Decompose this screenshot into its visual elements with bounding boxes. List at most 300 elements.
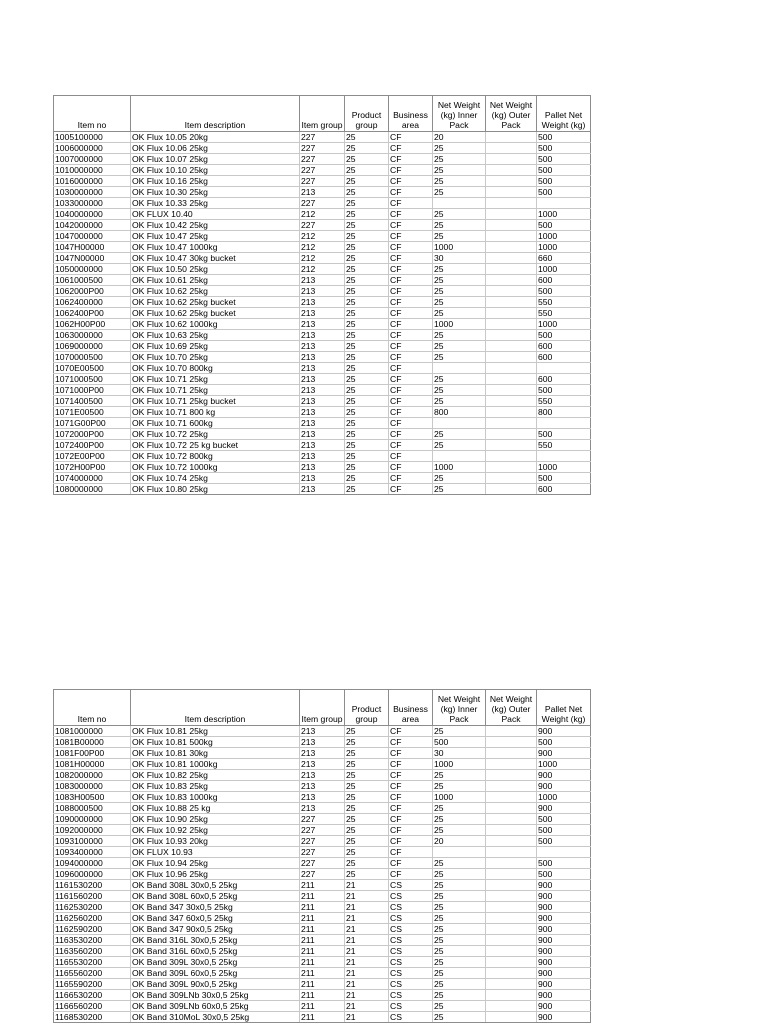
item-group-cell: 227 xyxy=(300,814,345,825)
item-description-cell: OK Flux 10.63 25kg xyxy=(131,330,300,341)
business-area-cell: CF xyxy=(389,143,433,154)
net-weight-inner-cell: 25 xyxy=(433,979,486,990)
pallet-net-weight-cell: 500 xyxy=(537,176,591,187)
business-area-cell: CF xyxy=(389,297,433,308)
item-group-cell: 212 xyxy=(300,264,345,275)
net-weight-outer-cell xyxy=(486,726,537,737)
product-group-cell: 21 xyxy=(345,1012,389,1023)
table-row xyxy=(54,429,591,440)
pallet-net-weight-cell: 500 xyxy=(537,473,591,484)
item-no-cell: 1010000000 xyxy=(54,165,131,176)
business-area-cell: CF xyxy=(389,209,433,220)
item-description-cell: OK Flux 10.71 25kg xyxy=(131,374,300,385)
product-group-cell: 25 xyxy=(345,407,389,418)
net-weight-inner-cell: 800 xyxy=(433,407,486,418)
pallet-net-weight-cell: 500 xyxy=(537,220,591,231)
net-weight-outer-cell xyxy=(486,451,537,462)
item-no-cell: 1070E00500 xyxy=(54,363,131,374)
pallet-net-weight-cell: 900 xyxy=(537,1012,591,1023)
product-group-cell: 25 xyxy=(345,286,389,297)
net-weight-outer-cell xyxy=(486,473,537,484)
item-description-cell: OK Flux 10.74 25kg xyxy=(131,473,300,484)
net-weight-outer-cell xyxy=(486,198,537,209)
item-no-cell: 1088000500 xyxy=(54,803,131,814)
pallet-net-weight-cell xyxy=(537,198,591,209)
pallet-net-weight-cell: 900 xyxy=(537,990,591,1001)
item-group-cell: 211 xyxy=(300,902,345,913)
item-group-cell: 211 xyxy=(300,979,345,990)
net-weight-inner-cell: 25 xyxy=(433,165,486,176)
net-weight-inner-cell: 30 xyxy=(433,253,486,264)
pallet-net-weight-cell: 500 xyxy=(537,165,591,176)
item-description-cell: OK Flux 10.70 25kg xyxy=(131,352,300,363)
item-description-cell: OK Flux 10.82 25kg xyxy=(131,770,300,781)
item-description-cell: OK Flux 10.90 25kg xyxy=(131,814,300,825)
table-row xyxy=(54,264,591,275)
business-area-cell: CF xyxy=(389,363,433,374)
item-description-cell: OK FLUX 10.40 xyxy=(131,209,300,220)
item-no-cell: 1072H00P00 xyxy=(54,462,131,473)
item-no-cell: 1047H00000 xyxy=(54,242,131,253)
item-group-cell: 213 xyxy=(300,187,345,198)
business-area-cell: CF xyxy=(389,429,433,440)
item-description-cell: OK Flux 10.88 25 kg xyxy=(131,803,300,814)
item-group-cell: 213 xyxy=(300,308,345,319)
net-weight-inner-cell: 25 xyxy=(433,781,486,792)
table-row xyxy=(54,990,591,1001)
item-description-cell: OK Band 347 90x0,5 25kg xyxy=(131,924,300,935)
item-no-cell: 1033000000 xyxy=(54,198,131,209)
net-weight-outer-cell xyxy=(486,418,537,429)
net-weight-inner-cell: 20 xyxy=(433,132,486,143)
item-no-cell: 1007000000 xyxy=(54,154,131,165)
pallet-net-weight-cell: 900 xyxy=(537,957,591,968)
item-description-cell: OK Band 308L 30x0,5 25kg xyxy=(131,880,300,891)
net-weight-inner-cell: 1000 xyxy=(433,462,486,473)
net-weight-inner-cell: 25 xyxy=(433,352,486,363)
item-no-cell: 1165560200 xyxy=(54,968,131,979)
table-row xyxy=(54,297,591,308)
item-no-cell: 1168530200 xyxy=(54,1012,131,1023)
item-group-cell: 211 xyxy=(300,924,345,935)
item-no-cell: 1093400000 xyxy=(54,847,131,858)
net-weight-outer-cell xyxy=(486,1001,537,1012)
business-area-cell: CF xyxy=(389,759,433,770)
business-area-cell: CF xyxy=(389,847,433,858)
item-group-cell: 213 xyxy=(300,737,345,748)
net-weight-outer-cell xyxy=(486,770,537,781)
pallet-net-weight-cell: 550 xyxy=(537,440,591,451)
net-weight-inner-cell: 25 xyxy=(433,726,486,737)
product-group-cell: 25 xyxy=(345,352,389,363)
item-no-cell: 1042000000 xyxy=(54,220,131,231)
net-weight-inner-cell: 25 xyxy=(433,858,486,869)
item-no-cell: 1071000500 xyxy=(54,374,131,385)
table-row xyxy=(54,407,591,418)
business-area-cell: CF xyxy=(389,440,433,451)
net-weight-outer-cell xyxy=(486,429,537,440)
item-description-cell: OK Flux 10.10 25kg xyxy=(131,165,300,176)
business-area-cell: CS xyxy=(389,891,433,902)
net-weight-outer-cell xyxy=(486,462,537,473)
table-row xyxy=(54,319,591,330)
product-group-cell: 25 xyxy=(345,209,389,220)
item-description-cell: OK Band 310MoL 30x0,5 25kg xyxy=(131,1012,300,1023)
item-description-cell: OK Band 309L 60x0,5 25kg xyxy=(131,968,300,979)
product-group-cell: 21 xyxy=(345,913,389,924)
pallet-net-weight-cell: 600 xyxy=(537,352,591,363)
header-item-description: Item description xyxy=(131,96,300,132)
item-no-cell: 1092000000 xyxy=(54,825,131,836)
table-row xyxy=(54,869,591,880)
item-no-cell: 1082000000 xyxy=(54,770,131,781)
item-description-cell: OK Flux 10.83 25kg xyxy=(131,781,300,792)
business-area-cell: CF xyxy=(389,286,433,297)
net-weight-outer-cell xyxy=(486,825,537,836)
table-row xyxy=(54,396,591,407)
item-description-cell: OK Band 309LNb 30x0,5 25kg xyxy=(131,990,300,1001)
item-no-cell: 1071400500 xyxy=(54,396,131,407)
pallet-net-weight-cell: 900 xyxy=(537,726,591,737)
item-group-cell: 213 xyxy=(300,319,345,330)
net-weight-inner-cell: 25 xyxy=(433,143,486,154)
net-weight-outer-cell xyxy=(486,957,537,968)
net-weight-outer-cell xyxy=(486,891,537,902)
product-group-cell: 25 xyxy=(345,297,389,308)
table-row xyxy=(54,286,591,297)
product-group-cell: 25 xyxy=(345,847,389,858)
product-group-cell: 25 xyxy=(345,462,389,473)
pallet-net-weight-cell: 500 xyxy=(537,825,591,836)
table-row xyxy=(54,946,591,957)
net-weight-inner-cell: 25 xyxy=(433,913,486,924)
product-group-cell: 25 xyxy=(345,858,389,869)
item-description-cell: OK Flux 10.72 25kg xyxy=(131,429,300,440)
item-no-cell: 1080000000 xyxy=(54,484,131,495)
net-weight-outer-cell xyxy=(486,847,537,858)
product-group-cell: 25 xyxy=(345,737,389,748)
net-weight-inner-cell: 25 xyxy=(433,924,486,935)
business-area-cell: CS xyxy=(389,990,433,1001)
business-area-cell: CF xyxy=(389,154,433,165)
item-no-cell: 1074000000 xyxy=(54,473,131,484)
business-area-cell: CS xyxy=(389,880,433,891)
pallet-net-weight-cell: 500 xyxy=(537,143,591,154)
item-no-cell: 1165530200 xyxy=(54,957,131,968)
business-area-cell: CF xyxy=(389,352,433,363)
table-row xyxy=(54,781,591,792)
net-weight-outer-cell xyxy=(486,781,537,792)
product-group-cell: 25 xyxy=(345,176,389,187)
business-area-cell: CF xyxy=(389,814,433,825)
item-group-cell: 213 xyxy=(300,792,345,803)
net-weight-inner-cell: 1000 xyxy=(433,759,486,770)
item-no-cell: 1040000000 xyxy=(54,209,131,220)
table-row xyxy=(54,363,591,374)
item-group-cell: 213 xyxy=(300,374,345,385)
header-business-area: Business area xyxy=(389,96,433,132)
item-no-cell: 1016000000 xyxy=(54,176,131,187)
table-row xyxy=(54,440,591,451)
business-area-cell: CF xyxy=(389,231,433,242)
business-area-cell: CF xyxy=(389,187,433,198)
item-no-cell: 1062400P00 xyxy=(54,308,131,319)
item-group-cell: 227 xyxy=(300,836,345,847)
business-area-cell: CS xyxy=(389,902,433,913)
item-group-cell: 213 xyxy=(300,462,345,473)
item-description-cell: OK Flux 10.61 25kg xyxy=(131,275,300,286)
item-group-cell: 227 xyxy=(300,220,345,231)
product-group-cell: 25 xyxy=(345,726,389,737)
table-row xyxy=(54,836,591,847)
item-group-cell: 213 xyxy=(300,418,345,429)
item-description-cell: OK Flux 10.93 20kg xyxy=(131,836,300,847)
item-description-cell: OK Band 309L 90x0,5 25kg xyxy=(131,979,300,990)
net-weight-inner-cell xyxy=(433,363,486,374)
header-net-weight-outer: Net Weight (kg) Outer Pack xyxy=(486,96,537,132)
product-group-cell: 21 xyxy=(345,924,389,935)
product-group-cell: 25 xyxy=(345,396,389,407)
item-group-cell: 213 xyxy=(300,803,345,814)
table-row xyxy=(54,737,591,748)
item-description-cell: OK Flux 10.80 25kg xyxy=(131,484,300,495)
net-weight-outer-cell xyxy=(486,935,537,946)
item-no-cell: 1165590200 xyxy=(54,979,131,990)
table-row xyxy=(54,814,591,825)
net-weight-outer-cell xyxy=(486,902,537,913)
item-no-cell: 1163560200 xyxy=(54,946,131,957)
table-row xyxy=(54,957,591,968)
item-description-cell: OK Flux 10.16 25kg xyxy=(131,176,300,187)
item-group-cell: 213 xyxy=(300,396,345,407)
net-weight-outer-cell xyxy=(486,968,537,979)
net-weight-outer-cell xyxy=(486,363,537,374)
item-group-cell: 213 xyxy=(300,726,345,737)
net-weight-outer-cell xyxy=(486,792,537,803)
net-weight-inner-cell xyxy=(433,198,486,209)
net-weight-inner-cell: 25 xyxy=(433,341,486,352)
table-row xyxy=(54,374,591,385)
table-row xyxy=(54,242,591,253)
item-group-cell: 212 xyxy=(300,242,345,253)
net-weight-inner-cell: 20 xyxy=(433,836,486,847)
item-no-cell: 1090000000 xyxy=(54,814,131,825)
product-group-cell: 25 xyxy=(345,792,389,803)
item-description-cell: OK Flux 10.62 25kg bucket xyxy=(131,297,300,308)
pallet-net-weight-cell: 900 xyxy=(537,902,591,913)
pallet-net-weight-cell: 1000 xyxy=(537,209,591,220)
pallet-net-weight-cell: 600 xyxy=(537,484,591,495)
header-business-area: Business area xyxy=(389,690,433,726)
net-weight-inner-cell: 500 xyxy=(433,737,486,748)
product-group-cell: 21 xyxy=(345,891,389,902)
table-row xyxy=(54,891,591,902)
item-group-cell: 212 xyxy=(300,231,345,242)
net-weight-inner-cell: 25 xyxy=(433,1001,486,1012)
item-no-cell: 1081000000 xyxy=(54,726,131,737)
product-group-cell: 21 xyxy=(345,968,389,979)
table-row xyxy=(54,968,591,979)
item-group-cell: 213 xyxy=(300,286,345,297)
net-weight-outer-cell xyxy=(486,132,537,143)
header-pallet-net-weight: Pallet Net Weight (kg) xyxy=(537,690,591,726)
item-no-cell: 1083H00500 xyxy=(54,792,131,803)
item-group-cell: 213 xyxy=(300,440,345,451)
pallet-net-weight-cell: 1000 xyxy=(537,462,591,473)
pallet-net-weight-cell: 500 xyxy=(537,737,591,748)
net-weight-inner-cell: 30 xyxy=(433,748,486,759)
table-row xyxy=(54,803,591,814)
table-row xyxy=(54,902,591,913)
net-weight-inner-cell: 25 xyxy=(433,957,486,968)
net-weight-inner-cell: 25 xyxy=(433,154,486,165)
pallet-net-weight-cell xyxy=(537,847,591,858)
item-no-cell: 1081B00000 xyxy=(54,737,131,748)
table-row xyxy=(54,792,591,803)
table-row xyxy=(54,726,591,737)
pallet-net-weight-cell: 1000 xyxy=(537,231,591,242)
item-description-cell: OK Flux 10.07 25kg xyxy=(131,154,300,165)
header-net-weight-inner: Net Weight (kg) Inner Pack xyxy=(433,690,486,726)
net-weight-inner-cell: 25 xyxy=(433,187,486,198)
table-row xyxy=(54,275,591,286)
product-group-cell: 25 xyxy=(345,143,389,154)
product-group-cell: 25 xyxy=(345,473,389,484)
net-weight-outer-cell xyxy=(486,979,537,990)
net-weight-inner-cell: 25 xyxy=(433,484,486,495)
net-weight-inner-cell: 25 xyxy=(433,385,486,396)
net-weight-outer-cell xyxy=(486,352,537,363)
item-description-cell: OK Flux 10.71 800 kg xyxy=(131,407,300,418)
net-weight-outer-cell xyxy=(486,946,537,957)
net-weight-outer-cell xyxy=(486,253,537,264)
net-weight-inner-cell: 25 xyxy=(433,935,486,946)
item-no-cell: 1162560200 xyxy=(54,913,131,924)
net-weight-outer-cell xyxy=(486,286,537,297)
business-area-cell: CF xyxy=(389,396,433,407)
header-item-group: Item group xyxy=(300,96,345,132)
item-group-cell: 212 xyxy=(300,253,345,264)
item-no-cell: 1050000000 xyxy=(54,264,131,275)
item-description-cell: OK Flux 10.92 25kg xyxy=(131,825,300,836)
table-row xyxy=(54,132,591,143)
item-group-cell: 213 xyxy=(300,473,345,484)
item-no-cell: 1006000000 xyxy=(54,143,131,154)
table-row xyxy=(54,418,591,429)
item-group-cell: 227 xyxy=(300,198,345,209)
business-area-cell: CS xyxy=(389,935,433,946)
item-group-cell: 227 xyxy=(300,825,345,836)
net-weight-inner-cell: 25 xyxy=(433,803,486,814)
item-no-cell: 1162530200 xyxy=(54,902,131,913)
product-group-cell: 25 xyxy=(345,748,389,759)
net-weight-inner-cell: 25 xyxy=(433,429,486,440)
table-row xyxy=(54,385,591,396)
net-weight-outer-cell xyxy=(486,748,537,759)
product-group-cell: 21 xyxy=(345,979,389,990)
net-weight-outer-cell xyxy=(486,836,537,847)
header-net-weight-outer: Net Weight (kg) Outer Pack xyxy=(486,690,537,726)
item-group-cell: 213 xyxy=(300,330,345,341)
pallet-net-weight-cell: 1000 xyxy=(537,264,591,275)
product-group-cell: 21 xyxy=(345,880,389,891)
table-row xyxy=(54,473,591,484)
net-weight-outer-cell xyxy=(486,330,537,341)
net-weight-outer-cell xyxy=(486,242,537,253)
item-description-cell: OK Flux 10.47 30kg bucket xyxy=(131,253,300,264)
pallet-net-weight-cell: 1000 xyxy=(537,242,591,253)
item-description-cell: OK Flux 10.62 25kg xyxy=(131,286,300,297)
product-group-cell: 25 xyxy=(345,374,389,385)
item-no-cell: 1161560200 xyxy=(54,891,131,902)
business-area-cell: CF xyxy=(389,781,433,792)
product-group-cell: 25 xyxy=(345,198,389,209)
net-weight-outer-cell xyxy=(486,440,537,451)
net-weight-inner-cell: 25 xyxy=(433,209,486,220)
product-group-cell: 25 xyxy=(345,132,389,143)
pallet-net-weight-cell: 1000 xyxy=(537,792,591,803)
item-description-cell: OK Flux 10.50 25kg xyxy=(131,264,300,275)
item-group-cell: 211 xyxy=(300,1012,345,1023)
item-group-cell: 213 xyxy=(300,451,345,462)
item-group-cell: 211 xyxy=(300,913,345,924)
item-description-cell: OK Flux 10.06 25kg xyxy=(131,143,300,154)
business-area-cell: CF xyxy=(389,418,433,429)
net-weight-outer-cell xyxy=(486,869,537,880)
product-group-cell: 25 xyxy=(345,319,389,330)
item-group-cell: 213 xyxy=(300,429,345,440)
header-row xyxy=(54,96,591,132)
item-description-cell: OK Flux 10.81 1000kg xyxy=(131,759,300,770)
pallet-net-weight-cell: 500 xyxy=(537,429,591,440)
item-group-cell: 227 xyxy=(300,869,345,880)
pallet-net-weight-cell: 900 xyxy=(537,781,591,792)
table-row xyxy=(54,352,591,363)
table-row xyxy=(54,198,591,209)
table-body xyxy=(54,726,591,1023)
net-weight-inner-cell: 1000 xyxy=(433,792,486,803)
net-weight-inner-cell: 25 xyxy=(433,440,486,451)
pallet-net-weight-cell: 550 xyxy=(537,308,591,319)
item-group-cell: 213 xyxy=(300,275,345,286)
net-weight-outer-cell xyxy=(486,858,537,869)
business-area-cell: CF xyxy=(389,726,433,737)
item-no-cell: 1071G00P00 xyxy=(54,418,131,429)
item-group-cell: 211 xyxy=(300,891,345,902)
net-weight-outer-cell xyxy=(486,1012,537,1023)
product-group-cell: 21 xyxy=(345,935,389,946)
business-area-cell: CF xyxy=(389,473,433,484)
net-weight-inner-cell: 25 xyxy=(433,286,486,297)
net-weight-inner-cell: 25 xyxy=(433,264,486,275)
net-weight-outer-cell xyxy=(486,803,537,814)
net-weight-outer-cell xyxy=(486,231,537,242)
pallet-net-weight-cell: 500 xyxy=(537,286,591,297)
item-no-cell: 1083000000 xyxy=(54,781,131,792)
table-row xyxy=(54,330,591,341)
item-group-cell: 213 xyxy=(300,748,345,759)
item-group-cell: 227 xyxy=(300,176,345,187)
table-row xyxy=(54,308,591,319)
item-description-cell: OK Flux 10.81 25kg xyxy=(131,726,300,737)
item-group-cell: 211 xyxy=(300,968,345,979)
header-product-group: Product group xyxy=(345,96,389,132)
net-weight-inner-cell: 25 xyxy=(433,946,486,957)
net-weight-inner-cell: 25 xyxy=(433,220,486,231)
item-no-cell: 1062400000 xyxy=(54,297,131,308)
net-weight-outer-cell xyxy=(486,385,537,396)
business-area-cell: CF xyxy=(389,858,433,869)
